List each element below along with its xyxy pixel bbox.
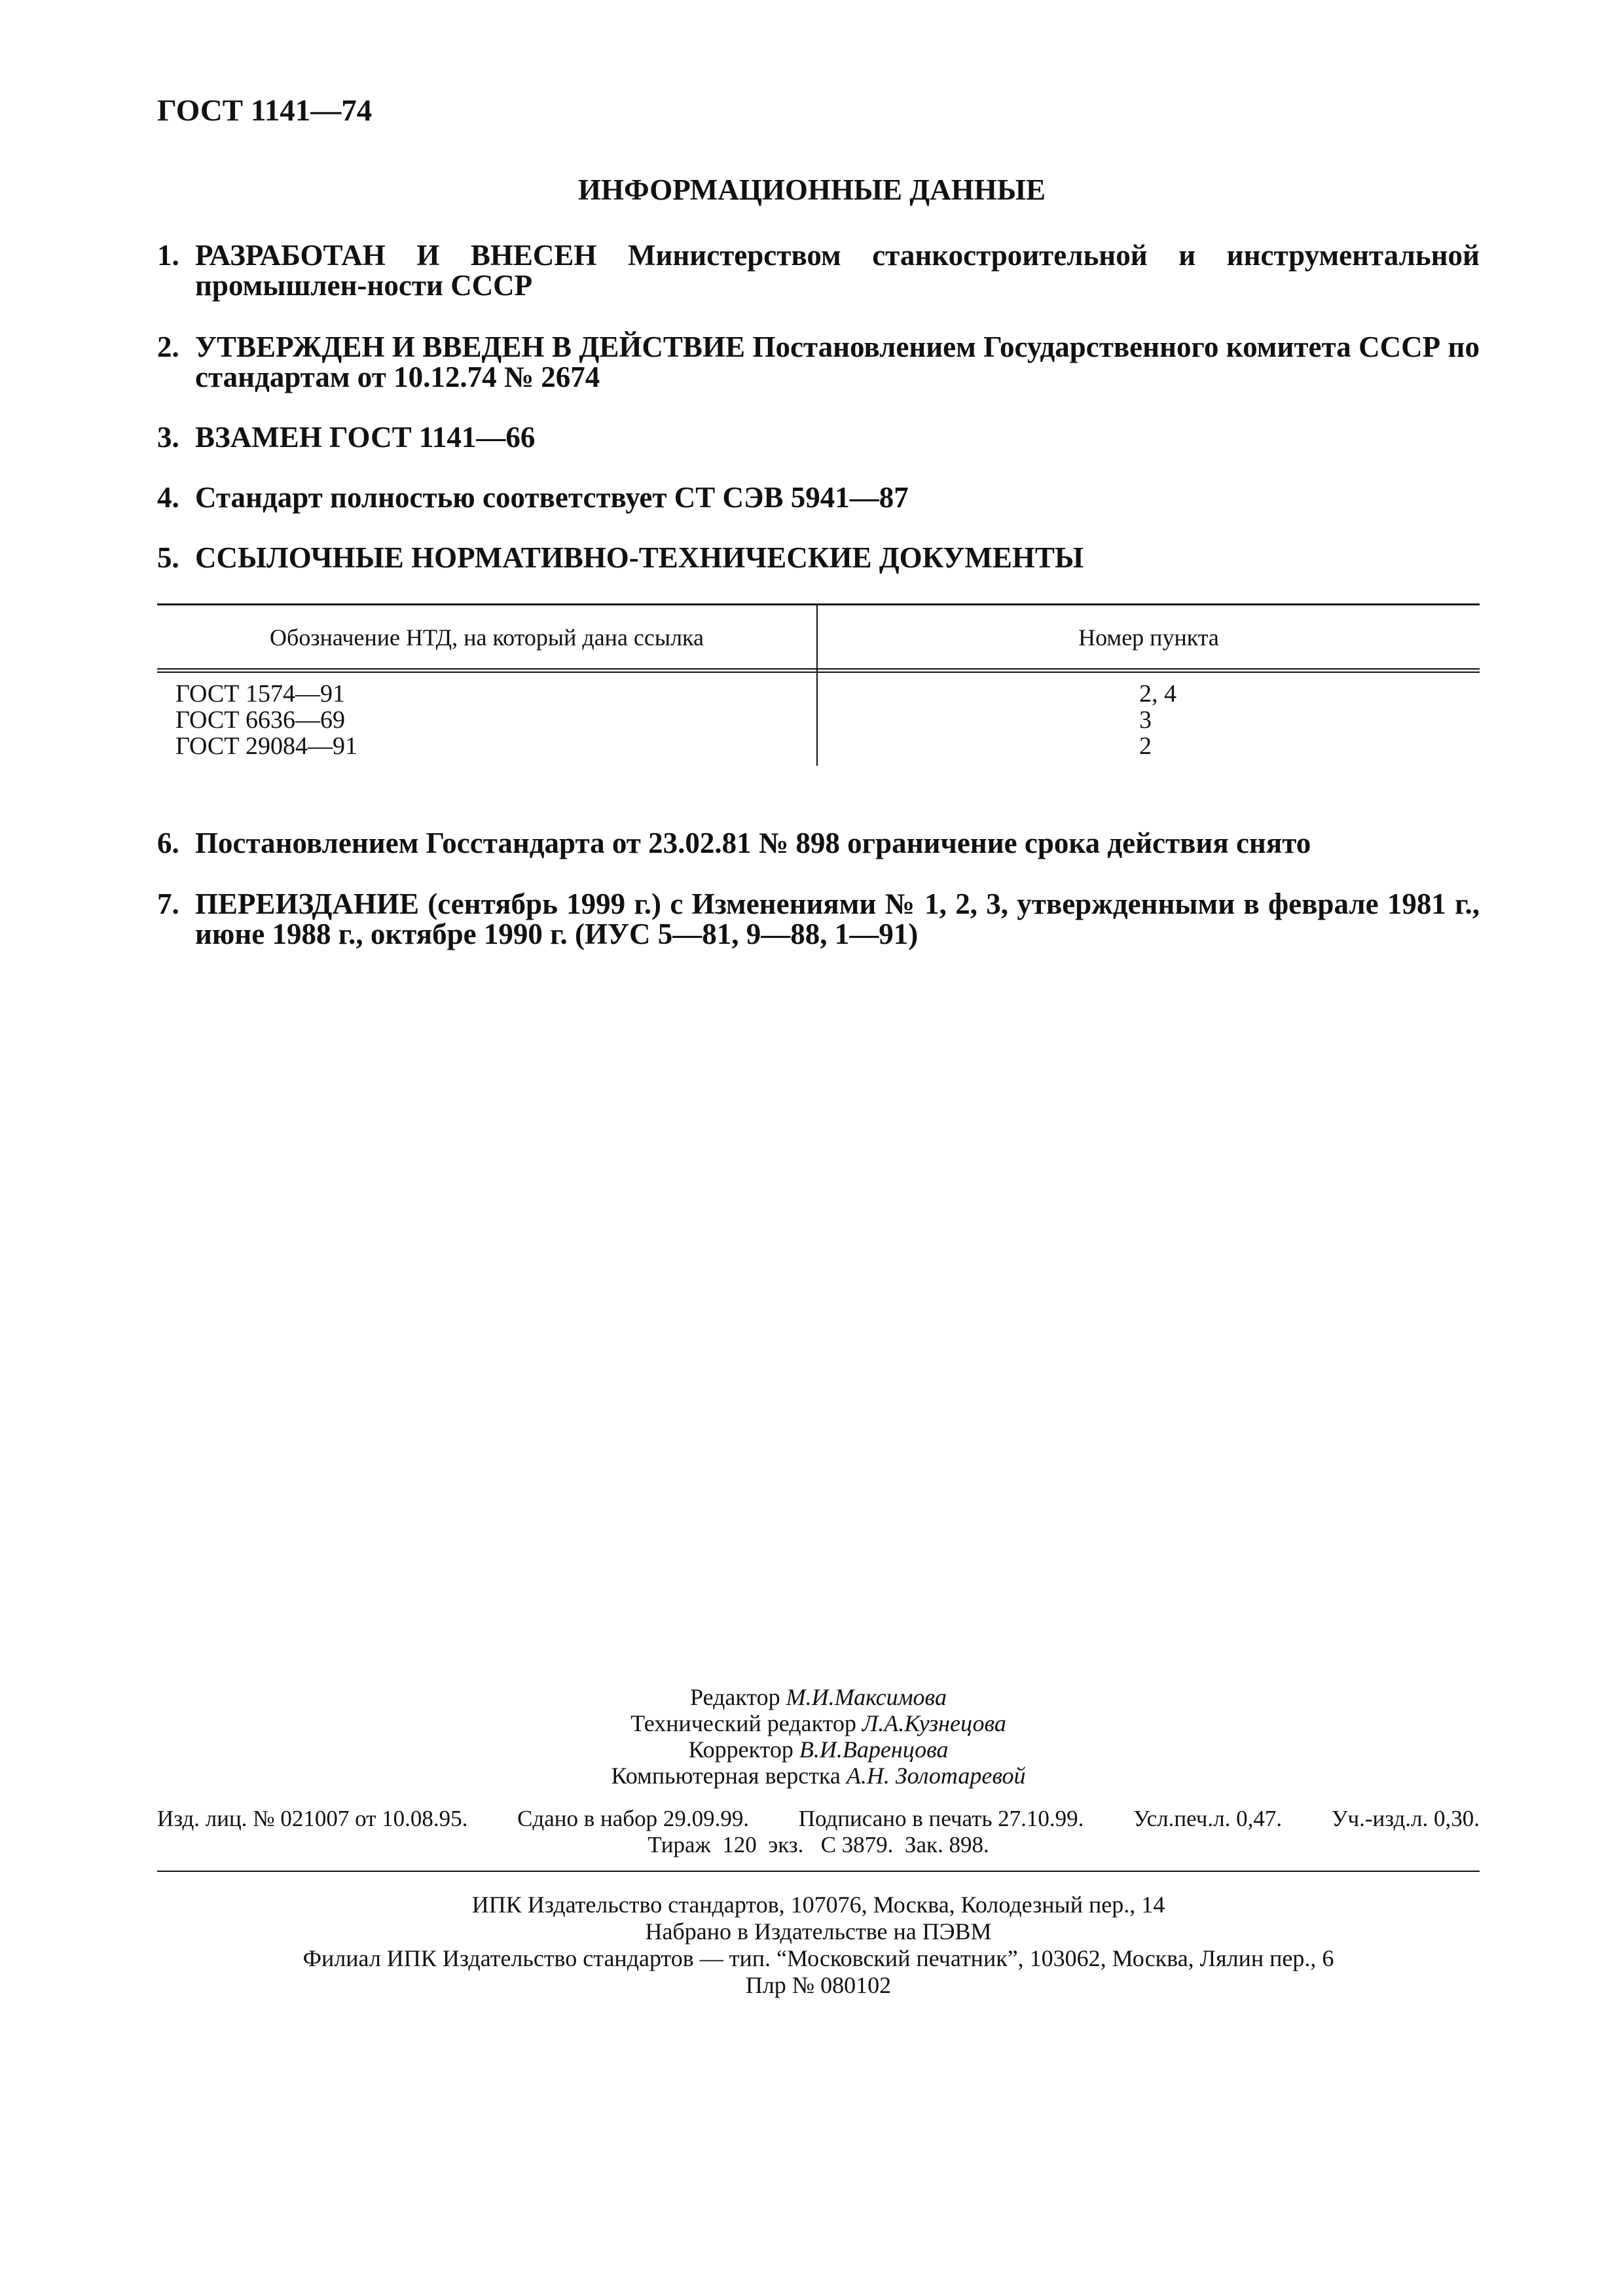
table-top-rule [157, 603, 1480, 605]
printer-line: ИПК Издательство стандартов, 107076, Москва, Колодезный пер., 14 [471, 1892, 1165, 1918]
info-item-developed [157, 240, 1480, 300]
info-item-approved [157, 332, 1480, 392]
publisher-license: Изд. лиц. № 021007 от 10.08.95. [157, 1806, 468, 1831]
item-text: ВЗАМЕН ГОСТ 1141—66 [195, 421, 536, 454]
credit-role: Компьютерная верстка [611, 1763, 841, 1789]
item-number: 3. [157, 421, 179, 454]
signed-date: Подписано в печать 27.10.99. [798, 1806, 1084, 1831]
item-number: 7. [157, 888, 179, 920]
reference-documents-table [157, 603, 1480, 766]
item-number: 1. [157, 239, 179, 272]
credit-editor [157, 1684, 1480, 1710]
item-text: Стандарт полностью соответствует СТ СЭВ 5941—87 [195, 481, 909, 514]
credit-proofreader [157, 1736, 1480, 1763]
credit-technical-editor [157, 1710, 1480, 1736]
item-text: Постановлением Госстандарта от 23.02.81 № 898 ограничение срока действия снято [195, 827, 1311, 859]
table-column-documents [175, 681, 357, 759]
table-cell-document: ГОСТ 1574—91 [175, 680, 345, 708]
information-data-heading: ИНФОРМАЦИОННЫЕ ДАННЫЕ [578, 173, 1046, 206]
credit-role: Редактор [690, 1684, 780, 1710]
info-item-replaces [157, 422, 1480, 452]
printer-info [157, 1892, 1480, 1999]
credit-person: Л.А.Кузнецова [862, 1710, 1006, 1736]
publishing-sheets: Уч.-изд.л. 0,30. [1331, 1806, 1480, 1831]
table-cell-document: ГОСТ 29084—91 [175, 732, 357, 760]
item-number: 6. [157, 827, 179, 859]
credit-person: А.Н. Золотаревой [846, 1763, 1026, 1789]
printer-line: Филиал ИПК Издательство стандартов — тип. “Московский печатник”, 103062, Москва, Лялин пер., 6 [302, 1945, 1334, 1971]
item-text: РАЗРАБОТАН И ВНЕСЕН Министерством станкостроительной и инструментальной промышлен-ности СССР [195, 239, 1480, 302]
credit-role: Корректор [688, 1736, 793, 1763]
table-header-clause: Номер пункта [1078, 624, 1219, 651]
table-header-document: Обозначение НТД, на который дана ссылка [270, 624, 704, 651]
editorial-credits [157, 1684, 1480, 1789]
credit-role: Технический редактор [630, 1710, 856, 1736]
item-number: 2. [157, 331, 179, 363]
item-number: 4. [157, 481, 179, 514]
table-cell-clause: 2, 4 [1139, 680, 1176, 708]
info-item-validity [157, 828, 1480, 858]
typeset-date: Сдано в набор 29.09.99. [517, 1806, 750, 1831]
publication-info-line [157, 1806, 1480, 1832]
table-cell-clause: 2 [1139, 732, 1152, 760]
info-item-reissue [157, 889, 1480, 949]
item-text: ССЫЛОЧНЫЕ НОРМАТИВНО-ТЕХНИЧЕСКИЕ ДОКУМЕНТЫ [195, 541, 1084, 574]
table-header-rule [157, 668, 1480, 673]
table-cell-clause: 3 [1139, 706, 1152, 734]
item-text: УТВЕРЖДЕН И ВВЕДЕН В ДЕЙСТВИЕ Постановлением Государственного комитета СССР по стандартам от 10.12.74 № 2674 [195, 331, 1480, 393]
print-sheets: Усл.печ.л. 0,47. [1133, 1806, 1283, 1831]
publication-divider [157, 1871, 1480, 1872]
printer-line: Набрано в Издательстве на ПЭВМ [645, 1918, 992, 1945]
credit-person: М.И.Максимова [786, 1684, 947, 1710]
credit-layout [157, 1763, 1480, 1789]
table-cell-document: ГОСТ 6636—69 [175, 706, 345, 734]
item-number: 5. [157, 541, 179, 574]
item-text: ПЕРЕИЗДАНИЕ (сентябрь 1999 г.) с Изменениями № 1, 2, 3, утвержденными в феврале 1981 г., июне 1988 г., октябре 1990 г. (ИУС 5—81, 9—88, 1—91) [195, 888, 1480, 950]
info-item-conformity [157, 482, 1480, 512]
table-column-clauses [1139, 681, 1205, 759]
info-item-references [157, 543, 1480, 573]
document-code: ГОСТ 1141—74 [157, 94, 373, 128]
credit-person: В.И.Варенцова [799, 1736, 949, 1763]
circulation-info: Тираж 120 экз. С 3879. Зак. 898. [647, 1832, 989, 1857]
publication-info [157, 1806, 1480, 1858]
printer-line: Плр № 080102 [745, 1972, 892, 1998]
